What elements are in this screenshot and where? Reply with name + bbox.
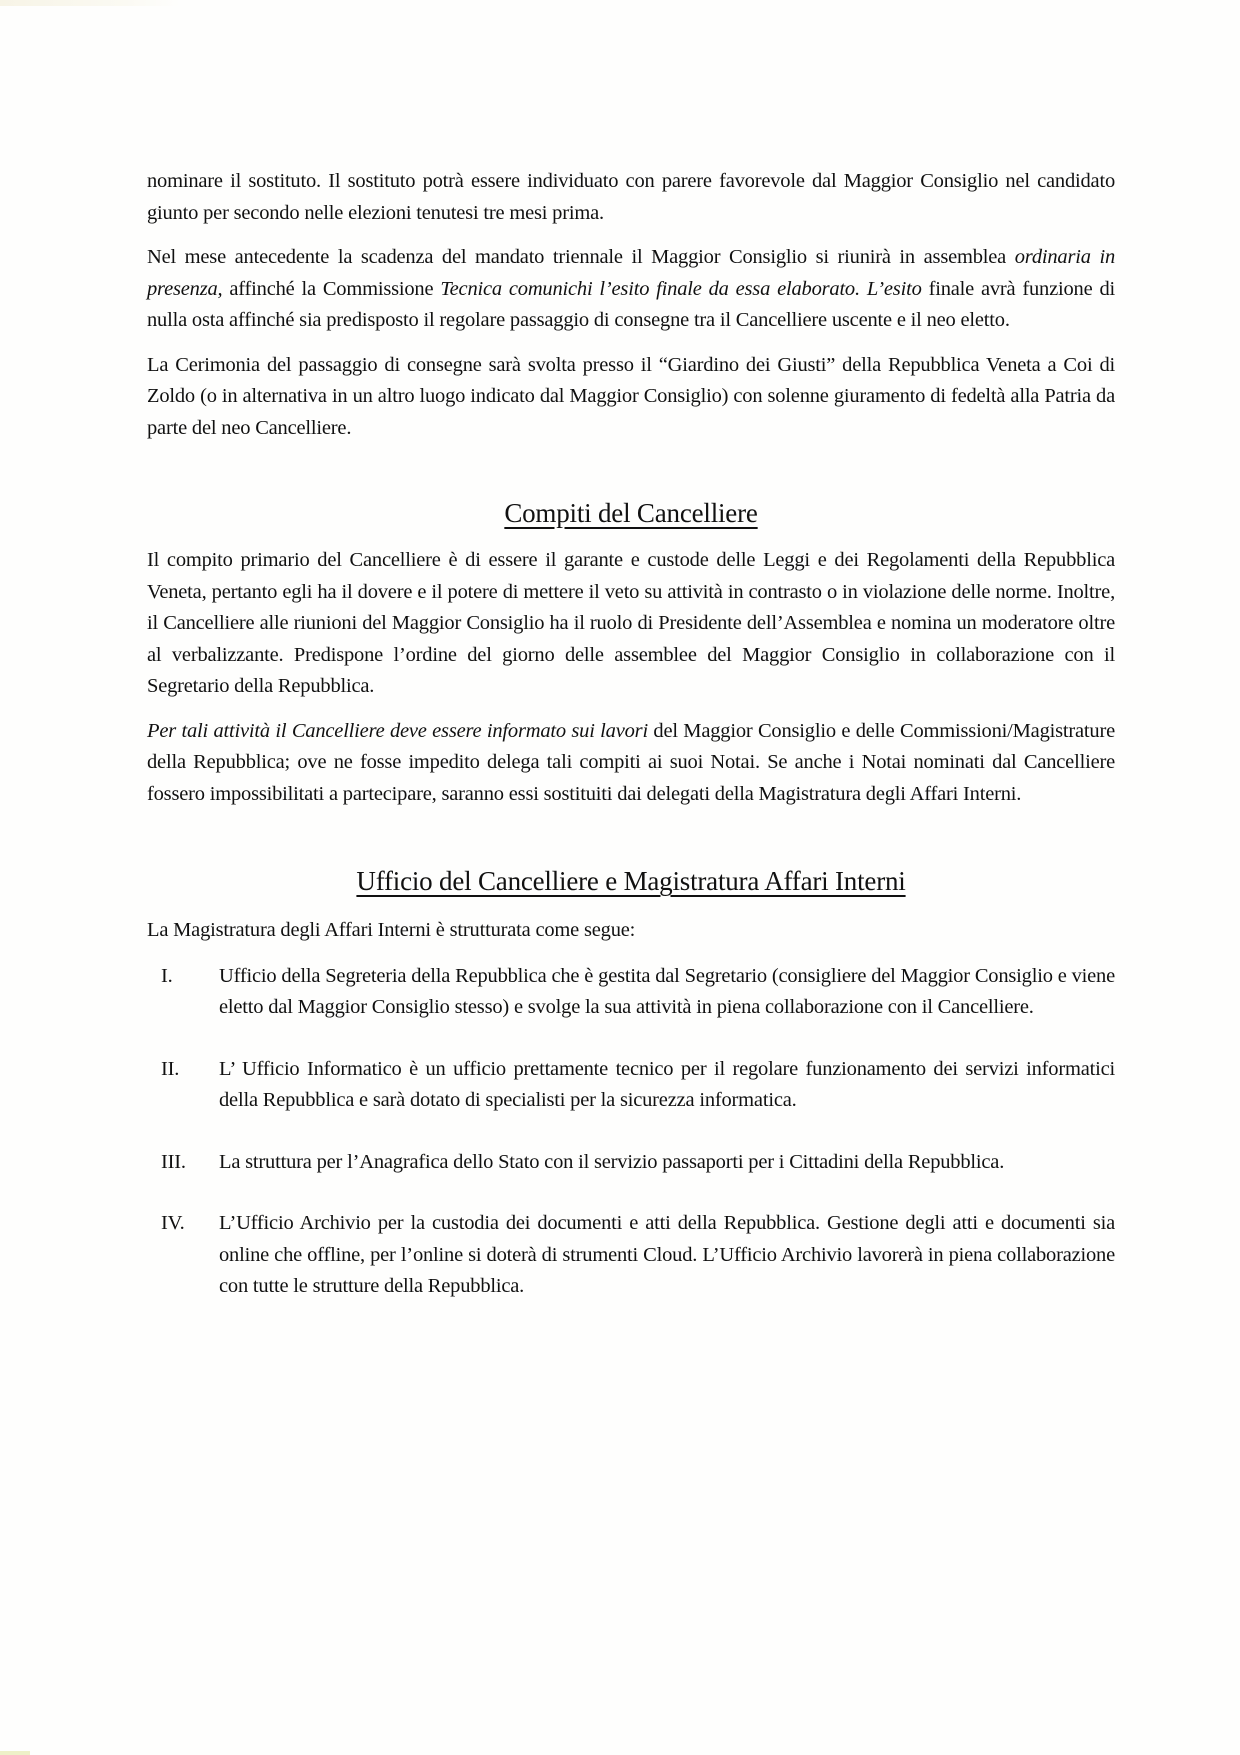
section-title-compiti: Compiti del Cancelliere — [504, 498, 758, 528]
paragraph-sostituto: nominare il sostituto. Il sostituto potrà essere individuato con parere favorevole dal Maggior Consiglio nel candidato giunto per secondo nelle elezioni tenutesi tre mesi prima. — [147, 170, 1115, 224]
list-item-number: III. — [161, 1150, 186, 1173]
list-item — [147, 961, 1115, 1024]
list-item-text: L’ Ufficio Informatico è un ufficio prettamente tecnico per il regolare funzionamento dei servizi informatici della Repubblica e sarà dotato di specialisti per la sicurezza informatica. — [219, 1057, 1115, 1111]
scan-artifact-top — [0, 0, 180, 6]
list-item-text: L’Ufficio Archivio per la custodia dei documenti e atti della Repubblica. Gestione degli atti e documenti sia online che offline, per l’online si doterà di strumenti Cloud. L’Ufficio Archivio lavorerà in piena collaborazione con tutte le strutture della Repubblica. — [219, 1212, 1115, 1297]
italic-span: Per tali attività il Cancelliere deve essere informato sui lavori — [147, 719, 648, 742]
text-span: del Maggior Consiglio e delle Commissioni/Magistrature della Repubblica; ove ne fosse impedito delega tali compiti ai suoi Notai. Se anche i Notai nominati dal Cancelliere fossero impossibilitati a partecipare, saranno essi sostituiti dai delegati della Magistratura degli Affari Interni. — [147, 719, 1115, 805]
paragraph-cerimonia: La Cerimonia del passaggio di consegne sarà svolta presso il “Giardino dei Giusti” della Repubblica Veneta a Coi di Zoldo (o in alternativa in un altro luogo indicato dal Maggior Consiglio) con solenne giuramento di fedeltà alla Patria da parte del neo Cancelliere. — [147, 353, 1115, 439]
italic-span: ordinaria in presenza, — [147, 246, 1115, 300]
list-item-number: II. — [161, 1057, 180, 1080]
scan-artifact-bottom — [0, 1751, 30, 1755]
paragraph-compito-primario: Il compito primario del Cancelliere è di essere il garante e custode delle Leggi e dei Regolamenti della Repubblica Veneta, pertanto egli ha il dovere e il potere di mettere il veto su attività in contrasto o in violazione delle norme. Inoltre, il Cancelliere alle riunioni del Maggior Consiglio ha il ruolo di Presidente dell’Assemblea e nomina un moderatore oltre al verbalizzante. Predispone l’ordine del giorno delle assemblee del Maggior Consiglio in collaborazione con il Segretario della Repubblica. — [147, 549, 1115, 697]
list-item-text: La struttura per l’Anagrafica dello Stato con il servizio passaporti per i Cittadini della Repubblica. — [219, 1150, 1005, 1173]
paragraph-struttura-intro: La Magistratura degli Affari Interni è strutturata come segue: — [147, 919, 636, 941]
paragraph-attivita-cancelliere — [147, 716, 1115, 811]
list-item-number: I. — [161, 964, 173, 987]
list-item — [147, 1147, 1115, 1179]
document-body — [147, 166, 1115, 1303]
list-item-number: IV. — [161, 1212, 185, 1234]
text-span: affinché la Commissione — [222, 277, 441, 300]
section-title-ufficio: Ufficio del Cancelliere e Magistratura Affari Interni — [356, 866, 906, 896]
offices-list — [147, 961, 1115, 1303]
text-span: finale avrà funzione di nulla osta affinché sia predisposto il regolare passaggio di consegne tra il Cancelliere uscente e il neo eletto. — [147, 277, 1115, 331]
italic-span: Tecnica comunichi l’esito finale da essa elaborato. L’esito — [440, 277, 922, 300]
list-item-text: Ufficio della Segreteria della Repubblica che è gestita dal Segretario (consigliere del Maggior Consiglio e viene eletto dal Maggior Consiglio stesso) e svolge la sua attività in piena collaborazione con il Cancelliere. — [219, 964, 1115, 1018]
list-item — [147, 1054, 1115, 1117]
list-item — [147, 1208, 1115, 1303]
text-span: Nel mese antecedente la scadenza del mandato triennale il Maggior Consiglio si riunirà in assemblea — [147, 246, 1015, 268]
paragraph-mandato-triennale — [147, 242, 1115, 337]
